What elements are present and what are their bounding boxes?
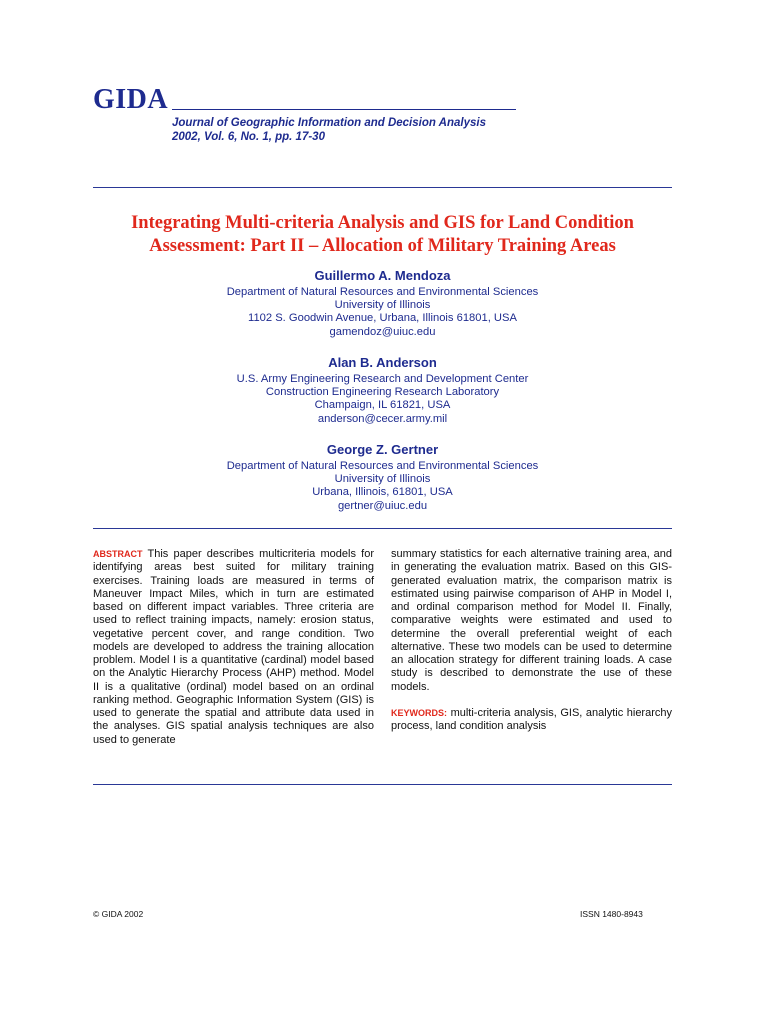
- author-address: Champaign, IL 61821, USA: [314, 399, 451, 412]
- authors-divider: [93, 528, 672, 529]
- abstract-label: ABSTRACT: [93, 549, 143, 559]
- author-affiliation: Department of Natural Resources and Environmental Sciences: [226, 286, 539, 298]
- header-divider: [93, 187, 672, 188]
- author-affiliation: Department of Natural Resources and Environmental Sciences: [226, 460, 539, 472]
- author-affiliation: University of Illinois: [334, 473, 431, 486]
- author-email[interactable]: gamendoz@uiuc.edu: [329, 325, 436, 338]
- author-name: Alan B. Anderson: [328, 355, 437, 370]
- journal-issue: 2002, Vol. 6, No. 1, pp. 17-30: [172, 131, 325, 143]
- author-name: George Z. Gertner: [326, 442, 439, 457]
- paper-title-line-1: Integrating Multi-criteria Analysis and GIS for Land Condition: [131, 213, 634, 233]
- author-affiliation: University of Illinois: [334, 299, 431, 312]
- abstract-divider: [93, 784, 672, 785]
- keywords: [391, 707, 672, 734]
- author-name: Guillermo A. Mendoza: [314, 268, 451, 283]
- logo-underline: [172, 109, 516, 110]
- journal-logo: GIDA: [93, 84, 169, 115]
- author-email[interactable]: anderson@cecer.army.mil: [317, 412, 448, 425]
- abstract-right-column: [391, 548, 672, 733]
- issn: ISSN 1480-8943: [580, 909, 643, 919]
- author-block-1: [93, 267, 672, 339]
- abstract-left-column: [93, 548, 374, 747]
- copyright: © GIDA 2002: [93, 909, 144, 919]
- keywords-label: KEYWORDS:: [391, 707, 447, 718]
- abstract-text-left: This paper describes multicriteria models for identifying areas best suited for military training exercises. Training loads are measured in terms of Maneuver Impact Miles, which in turn are estimated based on different impact variables. Three criteria are used to reflect training impacts, namely: erosion status, vegetative percent cover, and range condition. Two models are developed to address the training allocation problem. Model I is a quantitative (cardinal) model based on the Analytic Hierarchy Process (AHP) method. Model II is a qualitative (ordinal) model based on an ordinal ranking method. Geographic Information System (GIS) is used to generate the spatial and attribute data used in the analyses. GIS spatial analysis techniques are also used to generate: [93, 548, 374, 746]
- author-address: 1102 S. Goodwin Avenue, Urbana, Illinois 61801, USA: [248, 312, 517, 325]
- journal-name: Journal of Geographic Information and Decision Analysis: [172, 117, 486, 129]
- paper-title-line-2: Assessment: Part II – Allocation of Military Training Areas: [149, 236, 616, 256]
- author-email[interactable]: gertner@uiuc.edu: [337, 499, 428, 512]
- author-affiliation: U.S. Army Engineering Research and Development Center: [236, 373, 529, 385]
- paper-title: [93, 212, 672, 258]
- author-block-3: [93, 441, 672, 513]
- keywords-text: multi-criteria analysis, GIS, analytic hierarchy process, land condition analysis: [391, 706, 672, 732]
- author-block-2: [93, 354, 672, 426]
- abstract-text-right: summary statistics for each alternative training area, and in generating the evaluation matrix. Based on this GIS-generated evaluation matrix, the comparison matrix is estimated using pairwise comparison of AHP in Model I, and ordinal comparison method for Model II. Finally, comparative weights were estimated and used to determine the overall preferential weight of each alternative. These two models can be used to determine an allocation strategy for different training loads. A case study is described to demonstrate the use of these models.: [391, 548, 672, 693]
- author-affiliation: Construction Engineering Research Laboratory: [265, 386, 500, 399]
- author-address: Urbana, Illinois, 61801, USA: [312, 486, 453, 499]
